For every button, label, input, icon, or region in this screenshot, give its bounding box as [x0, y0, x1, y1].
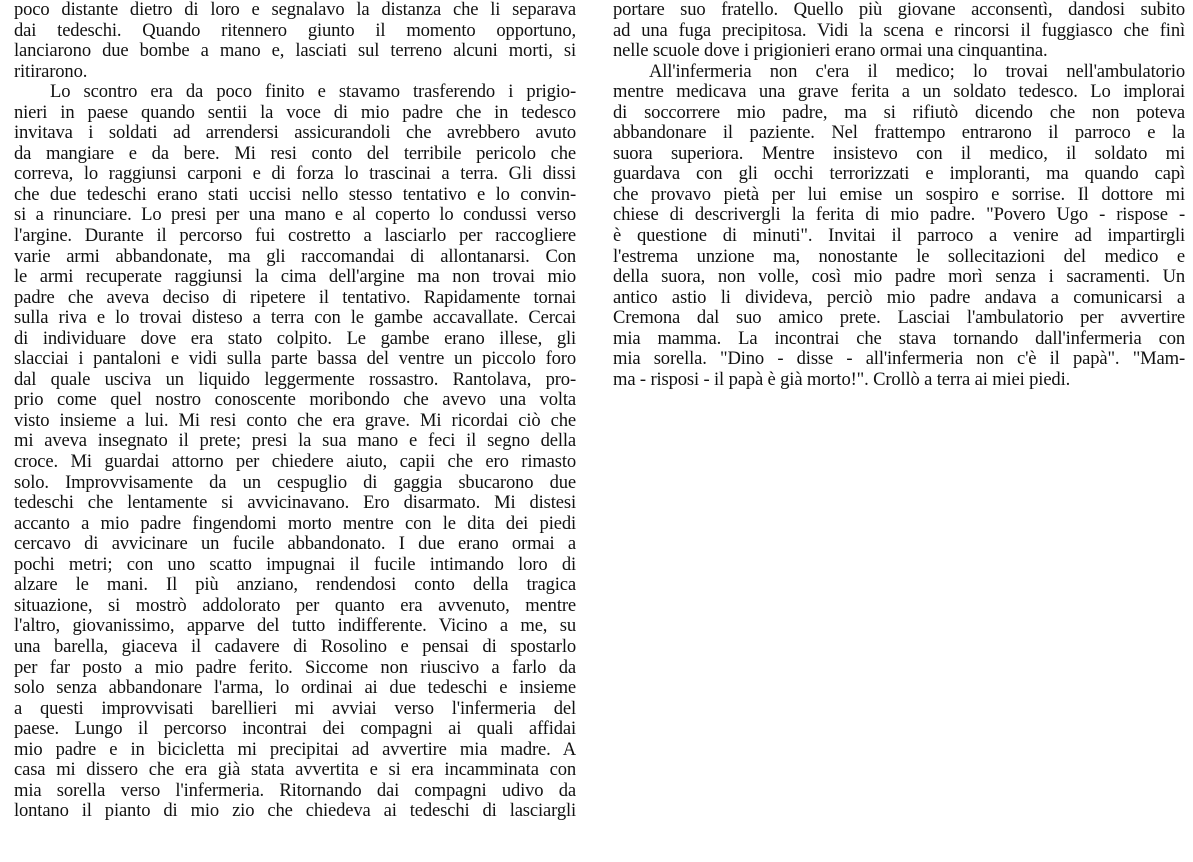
- text-line: portare suo fratello. Quello più giovane acconsentì, dandosi subito: [613, 0, 1185, 20]
- text-line: che due tedeschi erano stati uccisi nello stesso tentativo e lo convin-: [14, 184, 576, 205]
- text-line: che provavo pietà per lui emise un sospiro e sorrise. Il dottore mi: [613, 184, 1185, 205]
- text-line: mi aveva insegnato il prete; presi la sua mano e feci il segno della: [14, 431, 576, 452]
- text-line: situazione, si mostrò addolorato per quanto era avvenuto, mentre: [14, 595, 576, 616]
- text-line: visto insieme a lui. Mi resi conto che era grave. Mi ricordai ciò che: [14, 410, 576, 431]
- text-line: suora superiora. Mentre insistevo con il medico, il soldato mi: [613, 143, 1185, 164]
- text-line: dai tedeschi. Quando ritennero giunto il momento opportuno,: [14, 20, 576, 41]
- text-line: accanto a mio padre fingendomi morto mentre con le dita dei piedi: [14, 513, 576, 534]
- text-line: a questi improvvisati barellieri mi avviai verso l'infermeria del: [14, 698, 576, 719]
- text-line: l'argine. Durante il percorso fui costretto a lasciarlo per raccogliere: [14, 226, 576, 247]
- text-line: nieri in paese quando sentii la voce di mio padre che in tedesco: [14, 102, 576, 123]
- text-line: di individuare dove era stato colpito. Le gambe erano illese, gli: [14, 328, 576, 349]
- right-text-column: [613, 0, 1185, 390]
- text-line: dal quale usciva un liquido leggermente rossastro. Rantolava, pro-: [14, 369, 576, 390]
- text-line: ritirarono.: [14, 61, 88, 82]
- text-line: mentre medicava una grave ferita a un soldato tedesco. Lo implorai: [613, 82, 1185, 103]
- text-line: ma - risposi - il papà è già morto!". Crollò a terra ai miei piedi.: [613, 369, 1071, 390]
- text-line: pochi metri; con uno scatto impugnai il fucile intimando loro di: [14, 554, 576, 575]
- text-line: Lo scontro era da poco finito e stavamo trasferendo i prigio-: [50, 82, 576, 103]
- text-line: poco distante dietro di loro e segnalavo la distanza che li separava: [14, 0, 576, 20]
- text-line: mia sorella verso l'infermeria. Ritornando dai compagni udivo da: [14, 780, 576, 801]
- text-line: si a rinunciare. Lo presi per una mano e al coperto lo condussi verso: [14, 205, 576, 226]
- text-line: lanciarono due bombe a mano e, lasciati sul terreno alcuni morti, si: [14, 41, 576, 62]
- text-line: paese. Lungo il percorso incontrai dei compagni ai quali affidai: [14, 719, 576, 740]
- text-line: antico astio li divideva, perciò mio padre andava a comunicarsi a: [613, 287, 1185, 308]
- text-line: varie armi abbandonate, ma gli raccomandai di allontanarsi. Con: [14, 246, 576, 267]
- text-line: abbandonare il paziente. Nel frattempo entrarono il parroco e la: [613, 123, 1185, 144]
- text-line: l'estrema unzione ma, nonostante le sollecitazioni del medico e: [613, 246, 1185, 267]
- text-line: croce. Mi guardai attorno per chiedere aiuto, capii che ero rimasto: [14, 452, 576, 473]
- text-line: invitava i soldati ad arrendersi assicurandoli che avrebbero avuto: [14, 123, 576, 144]
- text-line: correva, lo raggiunsi carponi e di forza lo trascinai a terra. Gli dissi: [14, 164, 576, 185]
- text-line: alzare le mani. Il più anziano, rendendosi conto della tragica: [14, 575, 576, 596]
- text-line: mia mamma. La incontrai che stava tornando dall'infermeria con: [613, 328, 1185, 349]
- text-line: tedeschi che lentamente si avvicinavano. Ero disarmato. Mi distesi: [14, 493, 576, 514]
- text-line: sulla riva e lo trovai disteso a terra con le gambe accavallate. Cercai: [14, 308, 576, 329]
- text-line: chiese di descrivergli la ferita di mio padre. "Povero Ugo - rispose -: [613, 205, 1185, 226]
- text-line: mio padre e in bicicletta mi precipitai ad avvertire mia madre. A: [14, 739, 576, 760]
- text-line: per far posto a mio padre ferito. Siccome non riuscivo a farlo da: [14, 657, 576, 678]
- left-text-column: [14, 0, 576, 822]
- text-line: casa mi dissero che era già stata avvertita e si era incamminata con: [14, 760, 576, 781]
- text-line: l'altro, giovanissimo, apparve del tutto indifferente. Vicino a me, su: [14, 616, 576, 637]
- text-line: cercavo di avvicinare un fucile abbandonato. I due erano ormai a: [14, 534, 576, 555]
- text-line: è questione di minuti". Invitai il parroco a venire ad impartirgli: [613, 226, 1185, 247]
- text-line: lontano il pianto di mio zio che chiedeva ai tedeschi di lasciargli: [14, 801, 576, 822]
- text-line: di soccorrere mio padre, ma si rifiutò dicendo che non poteva: [613, 102, 1185, 123]
- text-line: padre che aveva deciso di ripetere il tentativo. Rapidamente tornai: [14, 287, 576, 308]
- text-line: ad una fuga precipitosa. Vidi la scena e rincorsi il fuggiasco che finì: [613, 20, 1185, 41]
- text-line: solo senza abbandonare l'arma, lo ordinai ai due tedeschi e insieme: [14, 678, 576, 699]
- text-line: solo. Improvvisamente da un cespuglio di gaggia sbucarono due: [14, 472, 576, 493]
- text-line: della suora, non volle, così mio padre morì senza i sacramenti. Un: [613, 267, 1185, 288]
- text-line: prio come quel nostro conoscente moribondo che avevo una volta: [14, 390, 576, 411]
- text-line: mia sorella. "Dino - disse - all'infermeria non c'è il papà". "Mam-: [613, 349, 1185, 370]
- text-line: da mangiare e da bere. Mi resi conto del terribile pericolo che: [14, 143, 576, 164]
- text-line: All'infermeria non c'era il medico; lo trovai nell'ambulatorio: [649, 61, 1185, 82]
- text-line: una barella, giaceva il cadavere di Rosolino e pensai di spostarlo: [14, 636, 576, 657]
- text-line: guardava con gli occhi terrorizzati e imploranti, ma quando capì: [613, 164, 1185, 185]
- text-line: nelle scuole dove i prigionieri erano ormai una cinquantina.: [613, 41, 1048, 62]
- text-line: slacciai i pantaloni e vidi sulla parte bassa del ventre un piccolo foro: [14, 349, 576, 370]
- text-line: le armi recuperate raggiunsi la cima dell'argine ma non trovai mio: [14, 267, 576, 288]
- text-line: Cremona dal suo amico prete. Lasciai l'ambulatorio per avvertire: [613, 308, 1185, 329]
